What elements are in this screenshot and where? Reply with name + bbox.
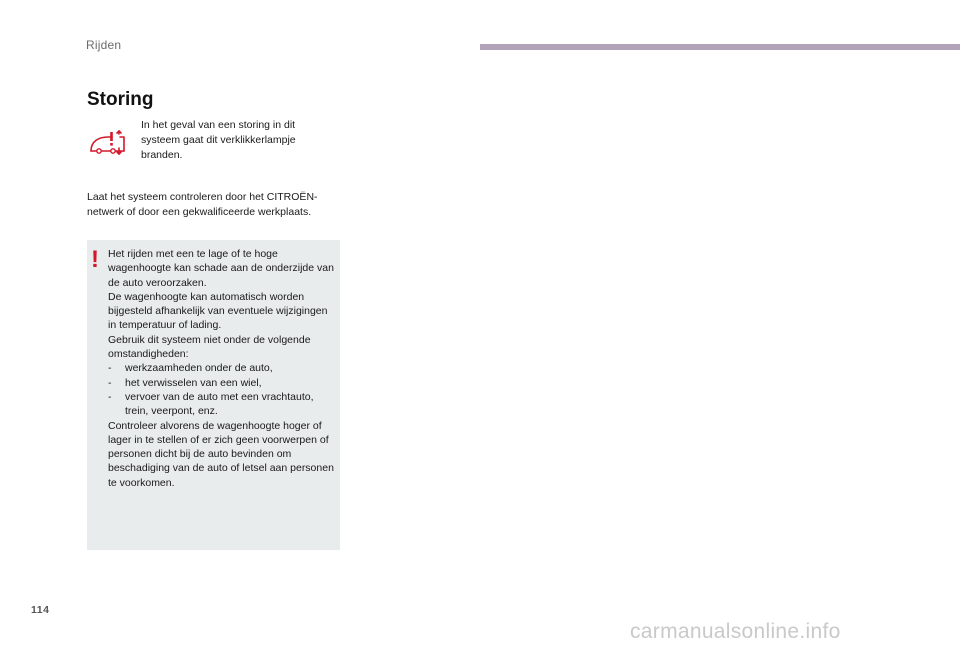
list-dash: - xyxy=(108,362,112,375)
list-item-text: het verwisselen van een wiel, xyxy=(125,376,262,389)
list-item xyxy=(108,390,338,419)
watermark: carmanualsonline.info xyxy=(630,620,841,643)
list-dash: - xyxy=(108,390,112,403)
vehicle-height-warning-icon xyxy=(86,128,134,158)
notice-paragraph: Controleer alvorens de wagenhoogte hoger of lager in te stellen of er zich geen voorwerpen of personen dicht bij de auto bevinden om beschadiging van de auto of letsel aan personen te voorkomen. xyxy=(108,419,334,489)
check-text: Laat het systeem controleren door het CITROËN-netwerk of door een gekwalificeerde werkplaats. xyxy=(87,191,318,218)
page-heading: Storing xyxy=(87,89,154,110)
list-item-text: vervoer van de auto met een vrachtauto, trein, veerpont, enz. xyxy=(125,390,314,418)
notice-list xyxy=(108,361,338,418)
intro-text: In het geval van een storing in dit systeem gaat dit verklikkerlampje branden. xyxy=(141,119,296,161)
section-header: Rijden xyxy=(86,38,122,52)
list-item xyxy=(108,376,338,390)
list-item-text: werkzaamheden onder de auto, xyxy=(125,362,273,375)
list-dash: - xyxy=(108,376,112,389)
list-item xyxy=(108,361,338,375)
notice-box xyxy=(87,240,340,550)
exclamation-icon: ! xyxy=(91,246,99,273)
notice-paragraph: Gebruik dit systeem niet onder de volgende omstandigheden: xyxy=(108,333,311,361)
header-bar xyxy=(480,44,960,50)
notice-content xyxy=(108,247,338,490)
notice-paragraph: De wagenhoogte kan automatisch worden bijgesteld afhankelijk van eventuele wijzigingen in temperatuur of lading. xyxy=(108,290,328,332)
page-number: 114 xyxy=(31,604,50,616)
notice-paragraph: Het rijden met een te lage of te hoge wagenhoogte kan schade aan de onderzijde van de auto veroorzaken. xyxy=(108,248,334,289)
